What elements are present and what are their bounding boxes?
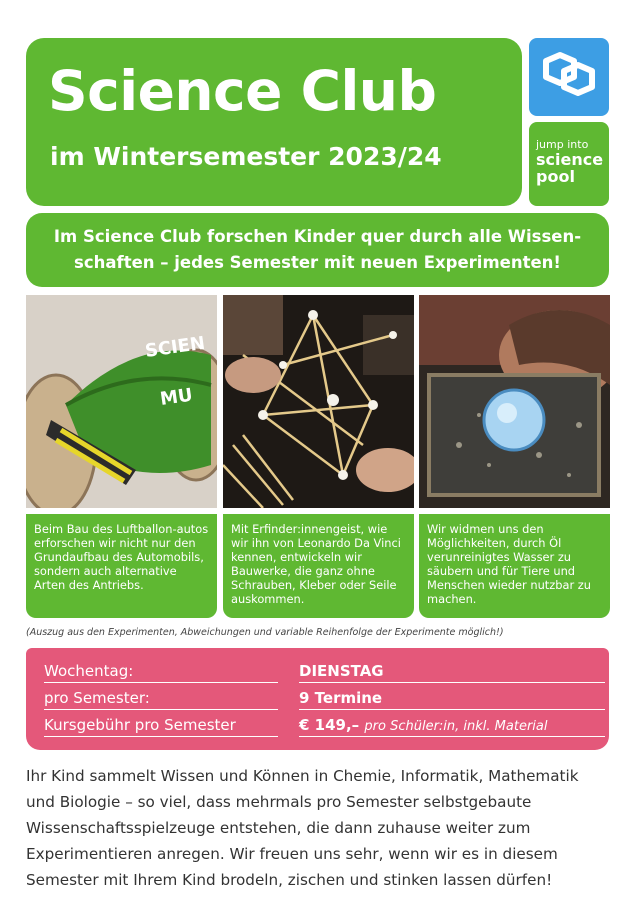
fee-value-line <box>299 716 605 737</box>
structure-building-photo <box>223 295 414 508</box>
weekday-value: DIENSTAG <box>299 662 605 683</box>
description-line-4: Experimentieren anregen. Wir freuen uns sehr, wenn wir es in diesem <box>26 845 558 863</box>
weekday-label: Wochentag: <box>44 662 278 683</box>
description-line-1: Ihr Kind sammelt Wissen und Können in Chemie, Informatik, Mathematik <box>26 767 579 785</box>
description-line-3: Wissenschaftsspielzeuge entstehen, die dann zuhause weiter zum <box>26 819 531 837</box>
weekday-row <box>44 662 609 689</box>
fee-value: € 149,– <box>299 716 360 734</box>
balloon-car-illustration <box>26 295 217 508</box>
page-title: Science Club <box>48 59 437 123</box>
science-pool-logo-icon <box>540 51 598 103</box>
description-paragraph <box>26 763 616 893</box>
header-banner <box>26 38 522 206</box>
course-info-box <box>26 648 609 750</box>
brand-science-text: science <box>536 150 604 169</box>
description-line-2: und Biologie – so viel, dass mehrmals pro Semester selbstgebaute <box>26 793 532 811</box>
fee-row <box>44 716 609 743</box>
intro-line-2: schaften – jedes Semester mit neuen Experimenten! <box>74 253 561 272</box>
fee-label: Kursgebühr pro Semester <box>44 716 278 737</box>
experiment-note: (Auszug aus den Experimenten, Abweichungen und variable Reihenfolge der Experimente möglich!) <box>26 627 504 638</box>
oil-water-illustration <box>419 295 610 508</box>
oil-water-photo <box>419 295 610 508</box>
science-pool-logo <box>529 38 609 116</box>
intro-banner <box>26 213 609 287</box>
description-line-5: Semester mit Ihrem Kind brodeln, zischen und stinken lassen dürfen! <box>26 871 553 889</box>
brand-pool-text: pool <box>536 167 575 186</box>
page-subtitle: im Wintersemester 2023/24 <box>50 142 442 171</box>
intro-line-1: Im Science Club forschen Kinder quer durch alle Wissen- <box>53 227 582 246</box>
semester-value: 9 Termine <box>299 689 605 710</box>
fee-extra: pro Schüler:in, inkl. Material <box>364 719 548 734</box>
caption-oil-water: Wir widmen uns den Möglichkeiten, durch Öl verunreinigtes Wasser zu säubern und für Tiere und Menschen wieder nutzbar zu machen. <box>419 514 610 618</box>
balloon-car-photo <box>26 295 217 508</box>
balloon-print-text-2: MU <box>158 384 194 410</box>
caption-balloon-car: Beim Bau des Luftballon-autos erforschen wir nicht nur den Grundaufbau des Automobils, sondern auch alternative Arten des Antriebs. <box>26 514 217 618</box>
balloon-print-text-1: SCIEN <box>143 332 207 362</box>
toothpick-structure-illustration <box>223 295 414 508</box>
semester-row <box>44 689 609 716</box>
brand-jump-text: jump into <box>536 138 589 151</box>
brand-label <box>529 122 609 206</box>
semester-label: pro Semester: <box>44 689 278 710</box>
caption-structures: Mit Erfinder:innengeist, wie wir ihn von Leonardo Da Vinci kennen, entwickeln wir Bauwerke, die ganz ohne Schrauben, Kleber oder Seile auskommen. <box>223 514 414 618</box>
